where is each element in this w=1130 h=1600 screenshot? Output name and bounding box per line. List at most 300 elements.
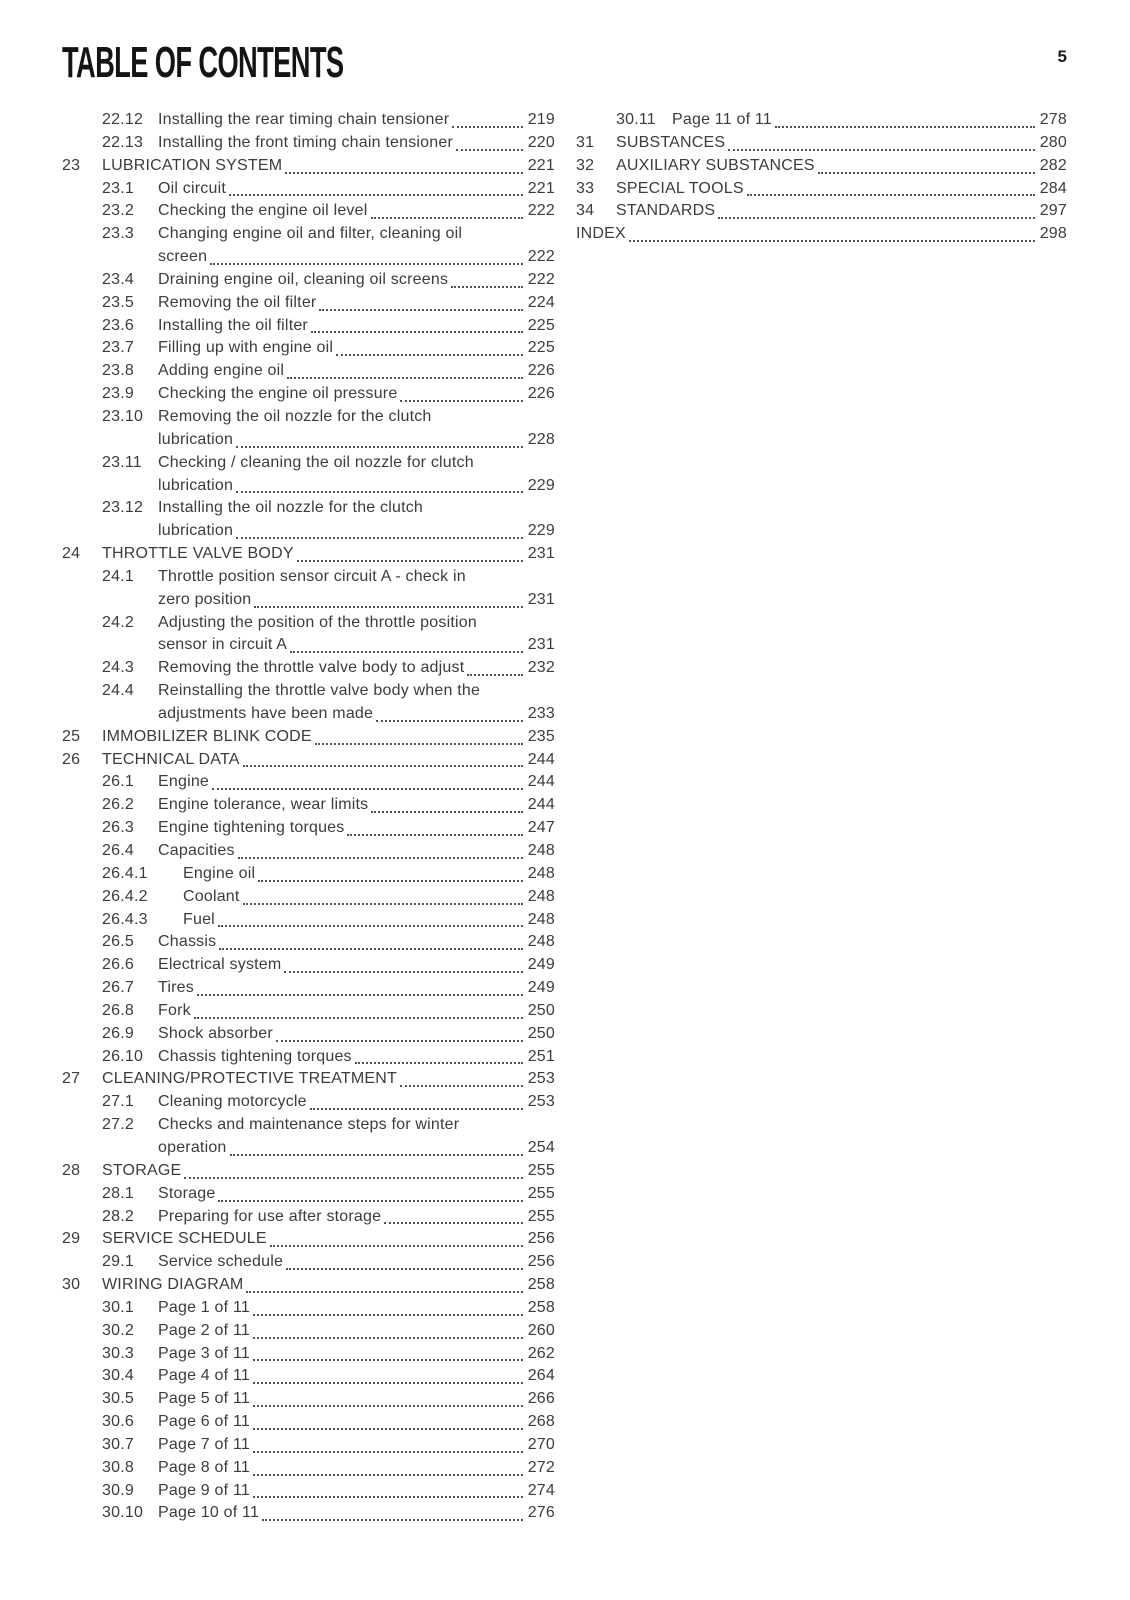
toc-entry-line: [158, 931, 555, 954]
toc-entry-title: lubrication: [158, 476, 234, 494]
toc-entry-number: 30.3: [102, 1344, 134, 1362]
toc-entry-title: Engine tolerance, wear limits: [158, 796, 369, 814]
toc-entry-line: [158, 246, 555, 269]
toc-entry-number: 23.4: [102, 270, 134, 288]
toc-entry-title: Installing the oil nozzle for the clutch: [158, 499, 424, 517]
toc-entry-line: [616, 132, 1067, 155]
toc-entry-number: 27: [62, 1070, 81, 1088]
toc-entry-page: 258: [527, 1298, 555, 1316]
toc-entry-line: [158, 200, 555, 223]
toc-entry-line: [158, 497, 555, 520]
toc-entry-page: 231: [527, 590, 555, 608]
toc-entry: [62, 1502, 555, 1525]
toc-entry-number: 28.2: [102, 1207, 134, 1225]
toc-entry-page: 282: [1039, 156, 1067, 174]
toc-entry-number: 23.9: [102, 385, 134, 403]
toc-entry-line: [158, 337, 555, 360]
toc-entry-title: Storage: [158, 1184, 216, 1202]
toc-entry: [62, 132, 555, 155]
toc-entry-title: Engine tightening torques: [158, 819, 345, 837]
dot-leader: [212, 771, 523, 790]
dot-leader: [384, 1206, 522, 1225]
toc-entry-page: 235: [527, 727, 555, 745]
toc-entry-page: 255: [527, 1184, 555, 1202]
toc-entry-page: 244: [527, 796, 555, 814]
toc-entry-line: [158, 269, 555, 292]
toc-entry-number: 29.1: [102, 1253, 134, 1271]
toc-entry-number: 26.9: [102, 1024, 134, 1042]
toc-entry-page: 249: [527, 956, 555, 974]
dot-leader: [376, 703, 523, 722]
toc-entry: [62, 977, 555, 1000]
toc-entry-title: Capacities: [158, 842, 235, 859]
toc-entry-page: 298: [1039, 225, 1067, 243]
toc-entry-line: [672, 109, 1067, 132]
dot-leader: [253, 1365, 523, 1384]
toc-entry-page: 254: [527, 1138, 555, 1156]
toc-entry-title: Throttle position sensor circuit A - check in: [158, 567, 466, 585]
toc-entry: [62, 931, 555, 954]
toc-entry-page: 244: [527, 750, 555, 768]
toc-entry-page: 258: [527, 1276, 555, 1294]
dot-leader: [253, 1320, 523, 1339]
toc-entry-page: 248: [527, 887, 555, 905]
toc-entry-line: [158, 452, 555, 475]
toc-entry-title: Service schedule: [158, 1253, 284, 1271]
toc-entry: [62, 109, 555, 132]
toc-entry: [62, 680, 555, 726]
toc-entry-line: [158, 1206, 555, 1229]
dot-leader: [285, 155, 522, 174]
toc-entry-page: 231: [527, 545, 555, 563]
toc-entry-line: [158, 817, 555, 840]
dot-leader: [319, 292, 522, 311]
toc-entry-title: Coolant: [183, 887, 240, 905]
toc-entry-number: 26.4.3: [102, 910, 148, 928]
toc-entry-number: 26.6: [102, 956, 134, 974]
toc-entry-line: [158, 520, 555, 543]
toc-entry-line: [158, 406, 555, 429]
toc-entry-line: [158, 1411, 555, 1434]
dot-leader: [286, 1251, 523, 1270]
toc-entry-number: 24.3: [102, 659, 134, 677]
dot-leader: [371, 200, 523, 219]
toc-entry-number: 24.1: [102, 567, 134, 585]
toc-entry: [62, 315, 555, 338]
toc-entry-page: 224: [527, 293, 555, 311]
toc-entry-line: [102, 1274, 555, 1297]
folio-page-number: 5: [1057, 47, 1067, 66]
toc-entry-title: Checking / cleaning the oil nozzle for clutch: [158, 453, 474, 471]
dot-leader: [818, 155, 1035, 174]
toc-entry-title: Shock absorber: [158, 1024, 273, 1042]
toc-entry-number: 26.4.1: [102, 864, 148, 882]
toc-entry-page: 226: [527, 362, 555, 380]
toc-entry: [62, 1068, 555, 1091]
toc-entry-line: [183, 886, 555, 909]
toc-entry: [62, 292, 555, 315]
toc-entry-line: [102, 1068, 555, 1091]
toc-entry-number: 23.8: [102, 362, 134, 380]
toc-entry-title: Tires: [158, 979, 194, 997]
toc-entry-page: 274: [527, 1481, 555, 1499]
toc-entry-title: Fuel: [183, 910, 215, 928]
dot-leader: [243, 749, 523, 768]
toc-entry-line: [158, 1000, 555, 1023]
toc-entry-page: 260: [527, 1321, 555, 1339]
toc-entry: [62, 726, 555, 749]
toc-entry-line: [183, 909, 555, 932]
toc-entry: [62, 566, 555, 612]
toc-entry-title: SERVICE SCHEDULE: [102, 1230, 267, 1248]
toc-entry-number: 23.12: [102, 499, 144, 517]
toc-entry-page: 233: [527, 704, 555, 722]
toc-entry-line: [158, 680, 555, 703]
toc-entry-number: 30.6: [102, 1413, 134, 1431]
toc-entry: [62, 1091, 555, 1114]
toc-entry: [62, 1228, 555, 1251]
toc-entry: [62, 909, 555, 932]
toc-entry-page: 249: [527, 979, 555, 997]
toc-entry-title: CLEANING/PROTECTIVE TREATMENT: [102, 1070, 398, 1088]
toc-entry-number: 27.2: [102, 1116, 134, 1134]
toc-entry: [62, 1320, 555, 1343]
toc-entry-title: Checking the engine oil level: [158, 202, 368, 220]
toc-entry-line: [158, 132, 555, 155]
toc-entry-title: Fork: [158, 1001, 191, 1019]
dot-leader: [254, 589, 522, 608]
toc-entry-number: 25: [62, 727, 81, 745]
toc-entry-line: [158, 634, 555, 657]
toc-entry-number: 24: [62, 545, 81, 563]
dot-leader: [747, 178, 1035, 197]
toc-entry-page: 264: [527, 1367, 555, 1385]
page-title: TABLE OF CONTENTS: [62, 38, 344, 87]
toc-entry-line: [158, 657, 555, 680]
toc-entry-title: lubrication: [158, 430, 234, 448]
toc-entry-line: [616, 178, 1067, 201]
toc-entry-line: [158, 1091, 555, 1114]
toc-entry-line: [576, 223, 1067, 246]
toc-entry-line: [158, 1320, 555, 1343]
toc-entry-page: 278: [1039, 111, 1067, 128]
toc-entry: [62, 886, 555, 909]
toc-entry-page: 262: [527, 1344, 555, 1362]
toc-entry: [62, 383, 555, 406]
dot-leader: [775, 109, 1035, 128]
toc-entry-line: [158, 1365, 555, 1388]
toc-entry-line: [158, 771, 555, 794]
toc-entry-line: [102, 543, 555, 566]
toc-entry-title: WIRING DIAGRAM: [102, 1276, 244, 1294]
toc-entry-number: 26.4: [102, 842, 134, 859]
dot-leader: [270, 1228, 523, 1247]
toc-entry-page: 255: [527, 1161, 555, 1179]
toc-entry-line: [102, 749, 555, 772]
toc-entry-page: 253: [527, 1093, 555, 1111]
dot-leader: [246, 1274, 522, 1293]
dot-leader: [236, 475, 523, 494]
dot-leader: [253, 1388, 523, 1407]
toc-entry-number: 24.2: [102, 613, 134, 631]
toc-entry-line: [102, 1160, 555, 1183]
toc-entry-line: [158, 1046, 555, 1069]
dot-leader: [400, 383, 522, 402]
toc-entry-title: Changing engine oil and filter, cleaning oil: [158, 225, 463, 243]
toc-entry-page: 244: [527, 773, 555, 791]
toc-entry-title: Checks and maintenance steps for winter: [158, 1116, 460, 1134]
toc-entry-title: screen: [158, 248, 208, 266]
toc-entry-page: 232: [527, 659, 555, 677]
toc-entry-page: 248: [527, 933, 555, 951]
toc-entry-line: [158, 1388, 555, 1411]
toc-entry-number: 33: [576, 179, 595, 197]
toc-entry-title: SPECIAL TOOLS: [616, 179, 744, 197]
dot-leader: [243, 886, 523, 905]
toc-entry-page: 220: [527, 133, 555, 151]
toc-entry: [62, 1114, 555, 1160]
toc-entry-line: [158, 383, 555, 406]
toc-entry-title: operation: [158, 1138, 227, 1156]
dot-leader: [236, 520, 523, 539]
toc-entry-title: Filling up with engine oil: [158, 339, 334, 357]
toc-entry-title: Electrical system: [158, 956, 282, 974]
toc-entry: [62, 771, 555, 794]
toc-entry-number: 23.7: [102, 339, 134, 357]
toc-entry-line: [616, 200, 1067, 223]
dot-leader: [290, 634, 523, 653]
dot-leader: [197, 977, 523, 996]
toc-entry-title: Installing the oil filter: [158, 316, 308, 334]
toc-entry-line: [158, 178, 555, 201]
toc-entry-page: 231: [527, 636, 555, 654]
toc-entry: [62, 1206, 555, 1229]
dot-leader: [229, 178, 523, 197]
toc-column-left: [62, 109, 555, 1525]
toc-entry-number: 27.1: [102, 1093, 134, 1111]
toc-entry-title: Reinstalling the throttle valve body when the: [158, 682, 481, 700]
toc-entry-title: Removing the oil nozzle for the clutch: [158, 407, 432, 425]
toc-entry-line: [158, 315, 555, 338]
toc-entry-title: Page 4 of 11: [158, 1367, 250, 1385]
toc-entry: [62, 657, 555, 680]
toc-entry-number: 23.6: [102, 316, 134, 334]
toc-entry: [62, 1480, 555, 1503]
toc-entry: [62, 612, 555, 658]
dot-leader: [238, 840, 523, 859]
toc-entry-line: [158, 292, 555, 315]
toc-entry-title: Adding engine oil: [158, 362, 285, 380]
toc-entry-line: [158, 612, 555, 635]
dot-leader: [230, 1137, 523, 1156]
toc-entry-page: 297: [1039, 202, 1067, 220]
toc-entry-number: 34: [576, 202, 595, 220]
dot-leader: [347, 817, 522, 836]
toc-entry-page: 226: [527, 385, 555, 403]
dot-leader: [297, 543, 523, 562]
dot-leader: [236, 429, 523, 448]
toc-entry-number: 30.5: [102, 1390, 134, 1408]
toc-entry-number: 30.11: [616, 111, 656, 128]
toc-entry: [62, 1297, 555, 1320]
dot-leader: [400, 1068, 523, 1087]
toc-entry-title: lubrication: [158, 522, 234, 540]
toc-entry-title: Page 2 of 11: [158, 1321, 250, 1339]
toc-entry-number: 26.5: [102, 933, 134, 951]
toc-entry-page: 276: [527, 1504, 555, 1522]
toc-entry-number: 26.3: [102, 819, 134, 837]
toc-entry-line: [158, 589, 555, 612]
toc-entry-title: LUBRICATION SYSTEM: [102, 156, 283, 174]
toc-entry-title: Page 6 of 11: [158, 1413, 250, 1431]
dot-leader: [371, 794, 522, 813]
toc-entry: [62, 452, 555, 498]
toc-entry-line: [158, 1251, 555, 1274]
toc-entry-page: 229: [527, 476, 555, 494]
toc-entry-page: 272: [527, 1458, 555, 1476]
dot-leader: [728, 132, 1034, 151]
toc-entry-number: 26: [62, 750, 81, 768]
toc-entry-line: [158, 223, 555, 246]
toc-entry: [62, 406, 555, 452]
toc-entry-number: 29: [62, 1230, 81, 1248]
toc-entry: [62, 794, 555, 817]
toc-entry: [62, 1160, 555, 1183]
toc-entry: [62, 817, 555, 840]
toc-entry: [62, 1274, 555, 1297]
toc-entry-number: 28.1: [102, 1184, 134, 1202]
dot-leader: [336, 337, 523, 356]
dot-leader: [629, 223, 1035, 242]
dot-leader: [253, 1434, 523, 1453]
toc-entry-number: 30.7: [102, 1435, 134, 1453]
toc-entry-title: THROTTLE VALVE BODY: [102, 545, 294, 563]
dot-leader: [276, 1023, 523, 1042]
dot-leader: [253, 1343, 523, 1362]
toc-entry: [576, 178, 1067, 201]
dot-leader: [218, 909, 523, 928]
toc-entry-line: [158, 1023, 555, 1046]
dot-leader: [253, 1480, 523, 1499]
toc-entry-line: [183, 863, 555, 886]
dot-leader: [253, 1411, 523, 1430]
toc-entry: [62, 954, 555, 977]
toc-entry: [62, 155, 555, 178]
toc-entry-line: [158, 1434, 555, 1457]
toc-entry-line: [158, 1137, 555, 1160]
toc-entry-number: 23.11: [102, 453, 142, 471]
toc-entry-line: [158, 794, 555, 817]
dot-leader: [315, 726, 523, 745]
toc-entry-number: 24.4: [102, 682, 134, 700]
toc-entry-line: [158, 977, 555, 1000]
dot-leader: [218, 1183, 522, 1202]
toc-entry-title: STANDARDS: [616, 202, 716, 220]
toc-entry: [62, 1457, 555, 1480]
dot-leader: [258, 863, 522, 882]
toc-entry-title: Page 5 of 11: [158, 1390, 250, 1408]
toc-entry-title: Page 9 of 11: [158, 1481, 250, 1499]
toc-entry-number: 26.10: [102, 1047, 144, 1065]
dot-leader: [355, 1046, 523, 1065]
toc-entry: [62, 178, 555, 201]
dot-leader: [311, 315, 523, 334]
toc-entry: [62, 1000, 555, 1023]
toc-entry-number: 23.1: [102, 179, 134, 197]
dot-leader: [310, 1091, 523, 1110]
toc-entry-number: 26.7: [102, 979, 134, 997]
toc-entry-title: Installing the front timing chain tensioner: [158, 133, 453, 151]
dot-leader: [718, 200, 1034, 219]
toc-entry-page: 219: [527, 111, 555, 128]
toc-entry-page: 225: [527, 316, 555, 334]
toc-entry-number: 30.1: [102, 1298, 134, 1316]
toc-entry-number: 23.2: [102, 202, 134, 220]
toc-entry: [576, 109, 1067, 132]
dot-leader: [210, 246, 522, 265]
toc-entry: [62, 863, 555, 886]
toc-entry: [62, 1023, 555, 1046]
toc-entry-number: 23: [62, 156, 81, 174]
toc-entry-title: Page 10 of 11: [158, 1504, 260, 1522]
toc-entry-title: Page 11 of 11: [672, 111, 772, 128]
toc-entry-page: 222: [527, 202, 555, 220]
toc-entry-page: 248: [527, 864, 555, 882]
toc-entry-page: 284: [1039, 179, 1067, 197]
toc-entry-title: Cleaning motorcycle: [158, 1093, 307, 1111]
toc-entry-number: 26.1: [102, 773, 134, 791]
toc-entry-title: Draining engine oil, cleaning oil screens: [158, 270, 449, 288]
toc-entry-page: 222: [527, 270, 555, 288]
toc-entry-page: 280: [1039, 133, 1067, 151]
toc-entry-line: [102, 726, 555, 749]
toc-entry-number: 28: [62, 1161, 81, 1179]
toc-entry-title: Page 3 of 11: [158, 1344, 250, 1362]
dot-leader: [253, 1457, 523, 1476]
toc-entry: [576, 132, 1067, 155]
toc-entry: [62, 1411, 555, 1434]
toc-entry-line: [158, 1480, 555, 1503]
toc-entry-number: 30.10: [102, 1504, 144, 1522]
toc-entry-title: TECHNICAL DATA: [102, 750, 240, 768]
toc-entry-line: [158, 1457, 555, 1480]
toc-entry-title: Chassis: [158, 933, 217, 951]
toc-entry-title: Preparing for use after storage: [158, 1207, 382, 1225]
toc-entry-page: 228: [527, 430, 555, 448]
toc-entry-title: Installing the rear timing chain tensioner: [158, 111, 450, 128]
toc-entry-title: Page 7 of 11: [158, 1435, 250, 1453]
toc-entry-number: 26.4.2: [102, 887, 148, 905]
toc-entry-title: zero position: [158, 590, 252, 608]
dot-leader: [184, 1160, 522, 1179]
toc-entry-page: 256: [527, 1253, 555, 1271]
toc-entry-number: 30.8: [102, 1458, 134, 1476]
toc-entry-line: [158, 429, 555, 452]
toc-entry-title: Engine: [158, 773, 210, 791]
toc-entry-page: 248: [527, 842, 555, 859]
toc-entry-line: [158, 1114, 555, 1137]
dot-leader: [284, 954, 522, 973]
dot-leader: [451, 269, 523, 288]
toc-entry-page: 250: [527, 1024, 555, 1042]
toc-entry-number: 31: [576, 133, 595, 151]
toc-entry-line: [158, 840, 555, 863]
toc-entry-page: 268: [527, 1413, 555, 1431]
toc-entry: [576, 223, 1067, 246]
toc-entry-line: [158, 703, 555, 726]
toc-entry-line: [102, 155, 555, 178]
toc-entry-page: 221: [527, 156, 555, 174]
